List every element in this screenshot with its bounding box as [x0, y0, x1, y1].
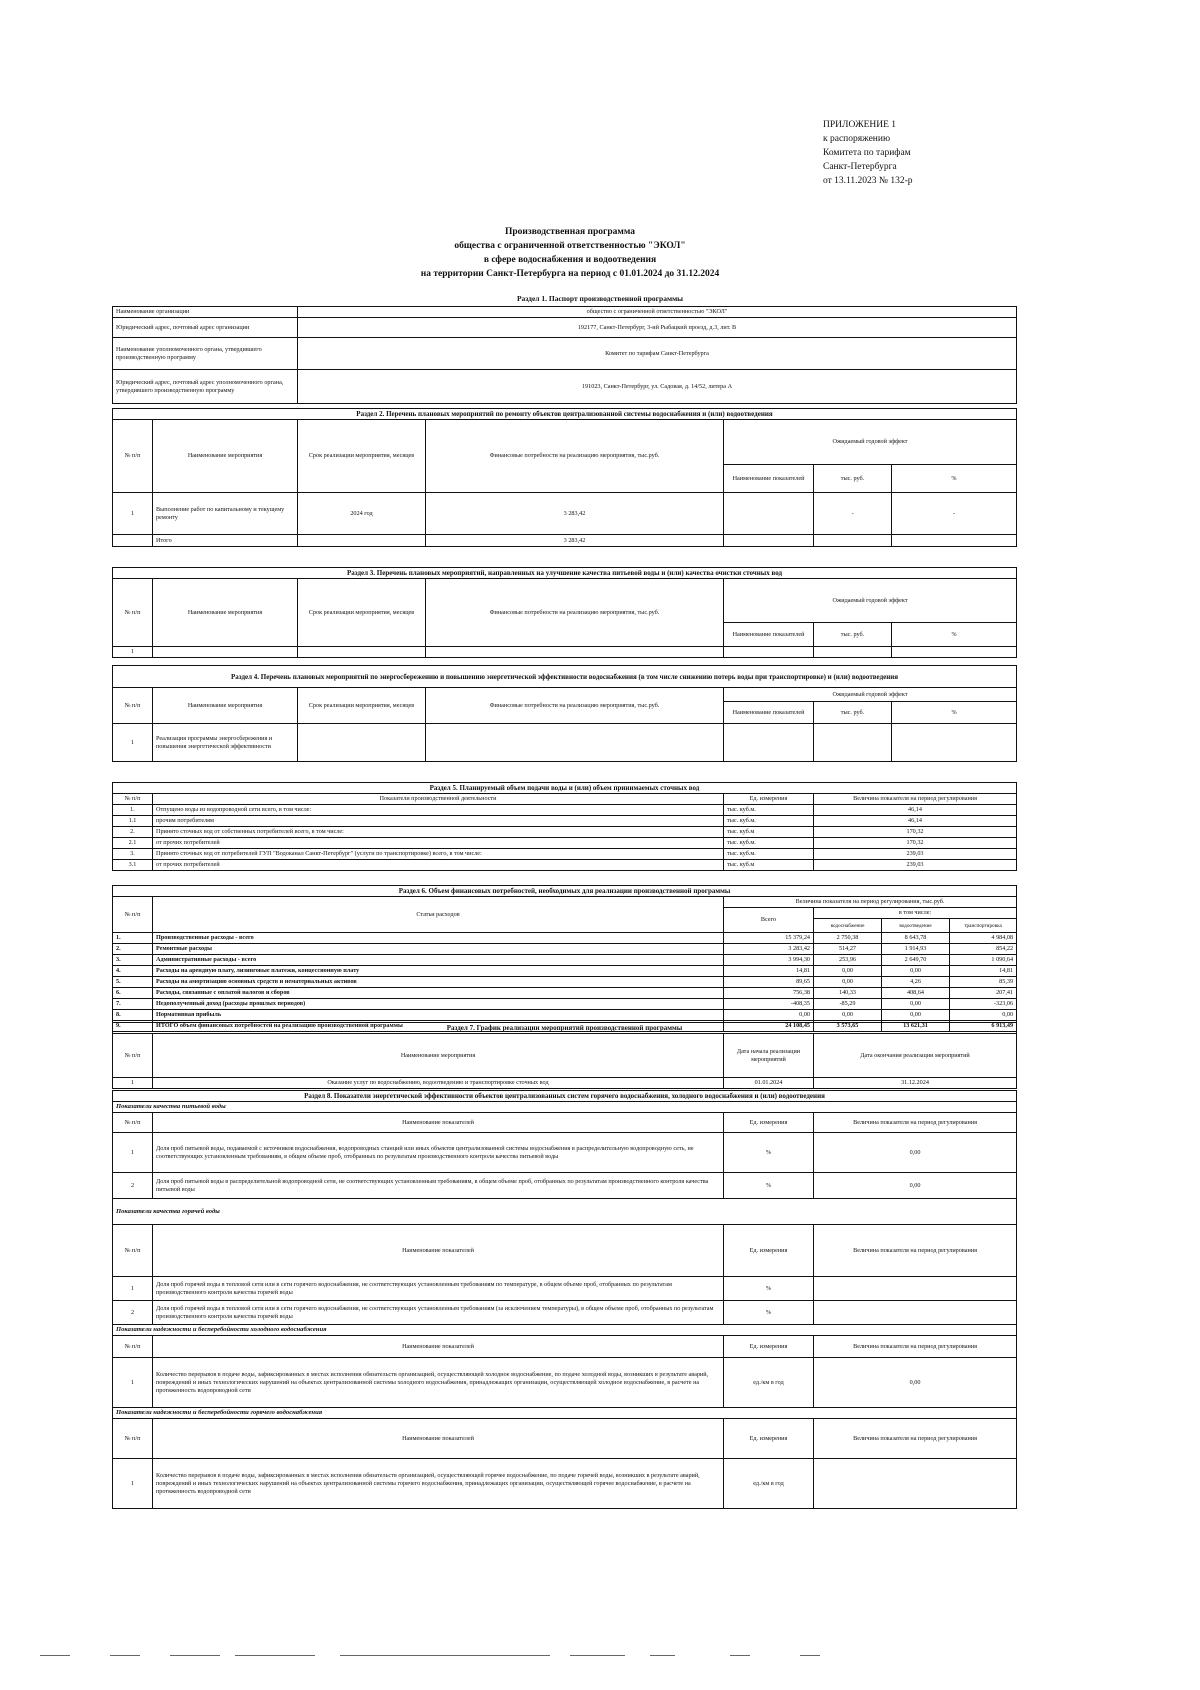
col-header: Дата окончания реализации мероприятий — [814, 1034, 1017, 1078]
col-header: Ожидаемый годовой эффект — [724, 420, 1017, 465]
row-value: 239,03 — [814, 849, 1017, 860]
col-header: Наименование показателей — [153, 1336, 724, 1358]
col-header: Финансовые потребности на реализацию мероприятия, тыс.руб. — [426, 579, 724, 647]
row-name: Отпущено воды из водопроводной сети всего, в том числе: — [153, 805, 724, 816]
row-name: Расходы на амортизацию основных средств и нематериальных активов — [153, 977, 724, 988]
row-unit: тыс. куб.м — [724, 860, 814, 871]
row-name: ИТОГО объем финансовых потребностей на реализацию производственной программы — [153, 1021, 724, 1032]
row-term: 2024 год — [298, 493, 426, 535]
col-header: Ед. измерения — [724, 1336, 814, 1358]
row-sewer: 2 649,70 — [882, 955, 950, 966]
row-sewer: 0,00 — [882, 1010, 950, 1021]
table-row — [113, 318, 1017, 338]
appendix-line: Санкт-Петербурга — [823, 162, 897, 172]
section-caption-row — [113, 568, 1017, 579]
table-row — [113, 988, 1017, 999]
row-num: 1. — [113, 805, 153, 816]
row-unit: ед./км в год — [724, 1459, 814, 1509]
col-header: № п/п — [113, 897, 153, 933]
appendix-line: от 13.11.2023 № 132-р — [823, 176, 913, 186]
row-num: 2.1 — [113, 838, 153, 849]
row-name: прочим потребителям — [153, 816, 724, 827]
row-transport: 0,00 — [950, 1010, 1017, 1021]
table-header-row — [113, 1419, 1017, 1459]
section-4-caption: Раздел 4. Перечень плановых мероприятий по энергосбережению и повышению энергетической эффективности водоснабжения (в том числе снижению потерь воды при транспортировке) и (или) водоотведения — [113, 666, 1017, 688]
divider — [800, 1655, 820, 1656]
table-row — [113, 338, 1017, 370]
col-header: № п/п — [113, 579, 153, 647]
row-start: 01.01.2024 — [724, 1078, 814, 1089]
table-header-row — [113, 794, 1017, 805]
row-name: Доля проб питьевой воды, подаваемой с источников водоснабжения, водопроводных станций или иных объектов централизованной системы водоснабжения в распределительную водопроводную сеть, не соответствующих установленным требованиям, в общем объеме проб, отобранных по результатам производственного контроля качества питьевой воды — [153, 1133, 724, 1173]
scan-footer-artifacts — [40, 1655, 1160, 1661]
col-header: Дата начала реализации мероприятий — [724, 1034, 814, 1078]
row-total: 3 994,30 — [724, 955, 814, 966]
col-header: Ожидаемый годовой эффект — [724, 579, 1017, 623]
section-8-caption: Раздел 8. Показатели энергетической эффективности объектов централизованных систем горячего водоснабжения, холодного водоснабжения и (или) водоотведения — [113, 1091, 1017, 1102]
section-caption-row — [113, 409, 1017, 420]
divider — [340, 1655, 550, 1656]
col-header: Наименование показателей — [153, 1419, 724, 1459]
row-total: 15 379,24 — [724, 933, 814, 944]
row-name: Расходы, связанные с оплатой налогов и сборов — [153, 988, 724, 999]
col-header: водоснабжение — [814, 919, 882, 933]
passport-label: Наименование организации — [113, 307, 298, 318]
col-header: Наименование показателей — [153, 1225, 724, 1277]
col-header: транспортировка — [950, 919, 1017, 933]
table-row — [113, 977, 1017, 988]
divider — [110, 1655, 140, 1656]
table-row — [113, 724, 1017, 762]
total-row — [113, 535, 1017, 547]
table-row — [113, 944, 1017, 955]
row-value: 239,03 — [814, 860, 1017, 871]
row-water: 2 750,38 — [814, 933, 882, 944]
table-row — [113, 307, 1017, 318]
row-name: Производственные расходы - всего — [153, 933, 724, 944]
row-water: -85,29 — [814, 999, 882, 1010]
row-name: Доля проб горячей воды в тепловой сети или в сети горячего водоснабжения, не соответствующих установленным требованиям (за исключением температуры), в общем объеме проб, отобранных по результатам производственного контроля качества горячей воды — [153, 1301, 724, 1325]
col-header: Наименование мероприятия — [153, 420, 298, 493]
row-unit: тыс. куб.м. — [724, 805, 814, 816]
row-value: 46,14 — [814, 816, 1017, 827]
passport-label: Юридический адрес, почтовый адрес организации — [113, 318, 298, 338]
col-header: Финансовые потребности на реализацию мероприятия, тыс.руб. — [426, 688, 724, 724]
col-header: водоотведение — [882, 919, 950, 933]
row-value: 0,00 — [814, 1133, 1017, 1173]
col-header: Наименование показателей — [153, 1113, 724, 1133]
row-name: Административные расходы - всего — [153, 955, 724, 966]
row-name: Реализация программы энергосбережения и повышения энергетической эффективности — [153, 724, 298, 762]
row-value — [814, 1459, 1017, 1509]
passport-value: 192177, Санкт-Петербург, 3-ий Рыбацкий проезд, д.3, лит. В — [298, 318, 1017, 338]
row-value — [814, 1277, 1017, 1301]
section-caption-row — [113, 783, 1017, 794]
table-row — [113, 1358, 1017, 1408]
table-row — [113, 955, 1017, 966]
col-header: Срок реализации мероприятия, месяцев — [298, 688, 426, 724]
divider — [570, 1655, 625, 1656]
col-header: № п/п — [113, 1419, 153, 1459]
table-row — [113, 1459, 1017, 1509]
row-unit: % — [724, 1277, 814, 1301]
col-header: Величина показателя на период регулирования — [814, 1225, 1017, 1277]
row-water: 0,00 — [814, 966, 882, 977]
row-num: 3. — [113, 955, 153, 966]
row-transport: 4 984,08 — [950, 933, 1017, 944]
col-header: № п/п — [113, 794, 153, 805]
row-name: от прочих потребителей — [153, 860, 724, 871]
col-header: № п/п — [113, 1113, 153, 1133]
row-water: 3 573,65 — [814, 1021, 882, 1032]
col-header: % — [892, 623, 1017, 647]
table-row — [113, 849, 1017, 860]
section-3-table — [112, 567, 1017, 658]
row-name: Доля проб горячей воды в тепловой сети или в сети горячего водоснабжения, не соответствующих установленным требованиям по температуре, в общем объеме проб, отобранных по результатам производственного контроля качества горячей воды — [153, 1277, 724, 1301]
row-num: 4. — [113, 966, 153, 977]
table-row — [113, 493, 1017, 535]
subsection-title: Показатели надежности и бесперебойности холодного водоснабжения — [113, 1325, 1017, 1336]
table-row — [113, 933, 1017, 944]
row-transport: 6 913,49 — [950, 1021, 1017, 1032]
total-fin: 3 283,42 — [426, 535, 724, 547]
title-line: Производственная программа — [505, 227, 635, 237]
col-header: № п/п — [113, 1034, 153, 1078]
passport-label: Юридический адрес, почтовый адрес уполномоченного органа, утвердившего производственную программу — [113, 370, 298, 404]
row-num: 1 — [113, 1459, 153, 1509]
subsection-row — [113, 1408, 1017, 1419]
row-unit: тыс. куб.м. — [724, 816, 814, 827]
col-header: № п/п — [113, 420, 153, 493]
col-header: Наименование показателей — [724, 702, 814, 724]
section-4-table — [112, 665, 1017, 762]
table-header-row — [113, 420, 1017, 465]
col-header: Величина показателя на период регулирования, тыс.руб. — [724, 897, 1017, 908]
row-num: 1 — [113, 724, 153, 762]
col-header: Наименование мероприятия — [153, 688, 298, 724]
row-sewer: 0,00 — [882, 966, 950, 977]
table-row — [113, 827, 1017, 838]
col-header: Наименование показателей — [724, 465, 814, 493]
table-row — [113, 1010, 1017, 1021]
row-name: Количество перерывов в подаче воды, зафиксированных в местах исполнения обязательств организацией, осуществляющей холодное водоснабжение, по подаче холодной воды, возникших в результате аварий, повреждений и иных технологических нарушений на объектах централизованной системы холодного водоснабжения, принадлежащих организации, осуществляющей холодное водоснабжение, в расчете на протяженность водопроводной сети — [153, 1358, 724, 1408]
row-num: 1.1 — [113, 816, 153, 827]
row-name: Нормативная прибыль — [153, 1010, 724, 1021]
row-fin: 3 283,42 — [426, 493, 724, 535]
row-value: 0,00 — [814, 1358, 1017, 1408]
row-water: 0,00 — [814, 977, 882, 988]
section-8-table — [112, 1090, 1017, 1509]
row-num: 2 — [113, 1301, 153, 1325]
title-line: в сфере водоснабжения и водоотведения — [483, 255, 657, 265]
row-water: 253,96 — [814, 955, 882, 966]
row-water: 514,27 — [814, 944, 882, 955]
col-header: Наименование мероприятия — [153, 1034, 724, 1078]
col-header: % — [892, 465, 1017, 493]
appendix-block — [823, 118, 913, 188]
row-transport: -323,06 — [950, 999, 1017, 1010]
row-rub: - — [814, 493, 892, 535]
row-unit: тыс. куб.м. — [724, 838, 814, 849]
row-transport: 207,41 — [950, 988, 1017, 999]
row-num: 8. — [113, 1010, 153, 1021]
passport-value: Комитет по тарифам Санкт-Петербурга — [298, 338, 1017, 370]
table-row — [113, 647, 1017, 658]
row-sewer: 8 643,78 — [882, 933, 950, 944]
row-name: Расходы на арендную плату, лизинговые платежи, концессионную плату — [153, 966, 724, 977]
row-num: 1. — [113, 933, 153, 944]
row-name: Недополученный доход (расходы прошлых периодов) — [153, 999, 724, 1010]
col-header: Наименование показателей — [724, 623, 814, 647]
col-header: Ед. измерения — [724, 1225, 814, 1277]
appendix-line: Комитета по тарифам — [823, 148, 911, 158]
section-2-caption: Раздел 2. Перечень плановых мероприятий по ремонту объектов централизованной системы водоснабжения и (или) водоотведения — [113, 409, 1017, 420]
table-header-row — [113, 1113, 1017, 1133]
row-transport: 14,81 — [950, 966, 1017, 977]
document-title — [200, 225, 940, 281]
section-1-caption: Раздел 1. Паспорт производственной программы — [516, 294, 684, 303]
row-name: Оказание услуг по водоснабжению, водоотведению и транспортировке сточных вод — [153, 1078, 724, 1089]
row-name: Ремонтные расходы — [153, 944, 724, 955]
row-unit: % — [724, 1173, 814, 1199]
table-header-row — [113, 688, 1017, 702]
col-header: Срок реализации мероприятия, месяцев — [298, 420, 426, 493]
row-unit: ед./км в год — [724, 1358, 814, 1408]
row-num: 2 — [113, 1173, 153, 1199]
col-header: Ед. измерения — [724, 1419, 814, 1459]
row-unit: тыс. куб.м. — [724, 849, 814, 860]
table-row — [113, 999, 1017, 1010]
title-line: общества с ограниченной ответственностью "ЭКОЛ" — [454, 241, 686, 251]
table-header-row — [113, 1034, 1017, 1078]
col-header: тыс. руб. — [814, 623, 892, 647]
row-water: 0,00 — [814, 1010, 882, 1021]
row-sewer: 4,26 — [882, 977, 950, 988]
row-ind — [724, 493, 814, 535]
table-row — [113, 370, 1017, 404]
table-row — [113, 860, 1017, 871]
row-transport: 854,22 — [950, 944, 1017, 955]
row-num: 2. — [113, 827, 153, 838]
col-header: Ед. измерения — [724, 1113, 814, 1133]
subsection-title: Показатели качества горячей воды — [113, 1199, 1017, 1225]
table-row — [113, 1173, 1017, 1199]
row-total: 24 108,45 — [724, 1021, 814, 1032]
row-num: 1 — [113, 1133, 153, 1173]
table-row — [113, 1277, 1017, 1301]
divider — [730, 1655, 750, 1656]
table-row — [113, 1133, 1017, 1173]
section-caption-row — [113, 666, 1017, 688]
table-row — [113, 816, 1017, 827]
table-row — [113, 1078, 1017, 1089]
row-total: 0,00 — [724, 1010, 814, 1021]
row-sewer: 408,64 — [882, 988, 950, 999]
col-header: № п/п — [113, 1225, 153, 1277]
divider — [235, 1655, 315, 1656]
col-header: тыс. руб. — [814, 702, 892, 724]
row-unit: % — [724, 1133, 814, 1173]
appendix-line: ПРИЛОЖЕНИЕ 1 — [823, 120, 897, 130]
row-unit: % — [724, 1301, 814, 1325]
row-transport: 1 090,64 — [950, 955, 1017, 966]
row-num: 1 — [113, 647, 153, 658]
col-header: Всего — [724, 908, 814, 933]
row-value — [814, 1301, 1017, 1325]
section-caption-row — [113, 1023, 1017, 1034]
row-num: 7. — [113, 999, 153, 1010]
row-num: 2. — [113, 944, 153, 955]
row-name: Выполнение работ по капитальному и текущему ремонту — [153, 493, 298, 535]
row-name: от прочих потребителей — [153, 838, 724, 849]
col-header: № п/п — [113, 688, 153, 724]
passport-value: 191023, Санкт-Петербург, ул. Садовая, д. 14/52, литера А — [298, 370, 1017, 404]
table-row — [113, 805, 1017, 816]
row-name: Доля проб питьевой воды в распределительной водопроводной сети, не соответствующих установленным требованиям, в общем объеме проб, отобранных по результатам производственного контроля качества питьевой воды — [153, 1173, 724, 1199]
row-total: 756,38 — [724, 988, 814, 999]
section-7-table — [112, 1022, 1017, 1089]
section-2-table — [112, 408, 1017, 547]
row-name: Принято сточных вод от потребителей ГУП "Водоканал Санкт-Петербург" (услуги по транспортировке) всего, в том числе: — [153, 849, 724, 860]
row-end: 31.12.2024 — [814, 1078, 1017, 1089]
divider — [170, 1655, 220, 1656]
section-7-caption: Раздел 7. График реализации мероприятий производственной программы — [113, 1023, 1017, 1034]
row-value: 170,32 — [814, 838, 1017, 849]
table-row — [113, 838, 1017, 849]
row-value: 0,00 — [814, 1173, 1017, 1199]
col-header: тыс. руб. — [814, 465, 892, 493]
row-num: 1 — [113, 1078, 153, 1089]
divider — [650, 1655, 675, 1656]
section-6-caption: Раздел 6. Объем финансовых потребностей, необходимых для реализации производственной программы — [113, 886, 1017, 897]
col-header: Ожидаемый годовой эффект — [724, 688, 1017, 702]
col-header: Величина показателя на период регулирования — [814, 1113, 1017, 1133]
col-header: в том числе: — [814, 908, 1017, 919]
row-num: 6. — [113, 988, 153, 999]
row-num: 1 — [113, 1358, 153, 1408]
title-line: на территории Санкт-Петербурга на период с 01.01.2024 до 31.12.2024 — [420, 269, 720, 279]
col-header: Статьи расходов — [153, 897, 724, 933]
section-caption-row — [113, 1091, 1017, 1102]
total-label: Итого — [153, 535, 298, 547]
col-header: № п/п — [113, 1336, 153, 1358]
section-3-caption: Раздел 3. Перечень плановых мероприятий, направленных на улучшение качества питьевой воды и (или) качества очистки сточных вод — [113, 568, 1017, 579]
row-total: 14,81 — [724, 966, 814, 977]
row-total: -408,35 — [724, 999, 814, 1010]
row-num: 3. — [113, 849, 153, 860]
row-water: 140,33 — [814, 988, 882, 999]
row-value: 46,14 — [814, 805, 1017, 816]
table-header-row — [113, 1225, 1017, 1277]
subsection-title: Показатели надежности и бесперебойности горячего водоснабжения — [113, 1408, 1017, 1419]
row-value: 170,32 — [814, 827, 1017, 838]
table-header-row — [113, 897, 1017, 908]
section-5-caption: Раздел 5. Планируемый объем подачи воды и (или) объем принимаемых сточных вод — [113, 783, 1017, 794]
subsection-title: Показатели качества питьевой воды — [113, 1102, 1017, 1113]
subsection-row — [113, 1325, 1017, 1336]
passport-value: общество с ограниченной ответственностью "ЭКОЛ" — [298, 307, 1017, 318]
row-num: 1 — [113, 1277, 153, 1301]
subsection-row — [113, 1199, 1017, 1225]
col-header: Срок реализации мероприятия, месяцев — [298, 579, 426, 647]
divider — [40, 1655, 70, 1656]
section-caption-row — [113, 886, 1017, 897]
row-num: 1 — [113, 493, 153, 535]
col-header: Ед. измерения — [724, 794, 814, 805]
section-6-table — [112, 885, 1017, 1032]
section-1-table — [112, 306, 1017, 404]
col-header: Показатели производственной деятельности — [153, 794, 724, 805]
row-total: 3 283,42 — [724, 944, 814, 955]
col-header: Величина показателя на период регулирования — [814, 1336, 1017, 1358]
row-num: 9. — [113, 1021, 153, 1032]
row-name: Количество перерывов в подаче воды, зафиксированных в местах исполнения обязательств организацией, осуществляющей горячее водоснабжение, по подаче горячей воды, возникших в результате аварий, повреждений и иных технологических нарушений на объектах централизованной системы горячего водоснабжения, принадлежащих организации, осуществляющей горячее водоснабжение, в расчете на протяженность водопроводной сети — [153, 1459, 724, 1509]
col-header: Величина показателя на период регулирования — [814, 794, 1017, 805]
section-5-table — [112, 782, 1017, 871]
table-header-row — [113, 579, 1017, 623]
col-header: Наименование мероприятия — [153, 579, 298, 647]
row-sewer: 0,00 — [882, 999, 950, 1010]
table-row — [113, 1301, 1017, 1325]
table-header-row — [113, 1336, 1017, 1358]
appendix-line: к распоряжению — [823, 134, 891, 144]
passport-label: Наименование уполномоченного органа, утвердившего производственную программу — [113, 338, 298, 370]
row-total: 89,65 — [724, 977, 814, 988]
col-header: Величина показателя на период регулирования — [814, 1419, 1017, 1459]
row-pct: - — [892, 493, 1017, 535]
subsection-row — [113, 1102, 1017, 1113]
row-transport: 85,39 — [950, 977, 1017, 988]
col-header: % — [892, 702, 1017, 724]
row-unit: тыс. куб.м — [724, 827, 814, 838]
table-row — [113, 966, 1017, 977]
row-num: 5. — [113, 977, 153, 988]
row-num: 3.1 — [113, 860, 153, 871]
row-name: Принято сточных вод от собственных потребителей всего, в том числе: — [153, 827, 724, 838]
row-sewer: 1 914,93 — [882, 944, 950, 955]
row-sewer: 13 621,31 — [882, 1021, 950, 1032]
col-header: Финансовые потребности на реализацию мероприятия, тыс.руб. — [426, 420, 724, 493]
